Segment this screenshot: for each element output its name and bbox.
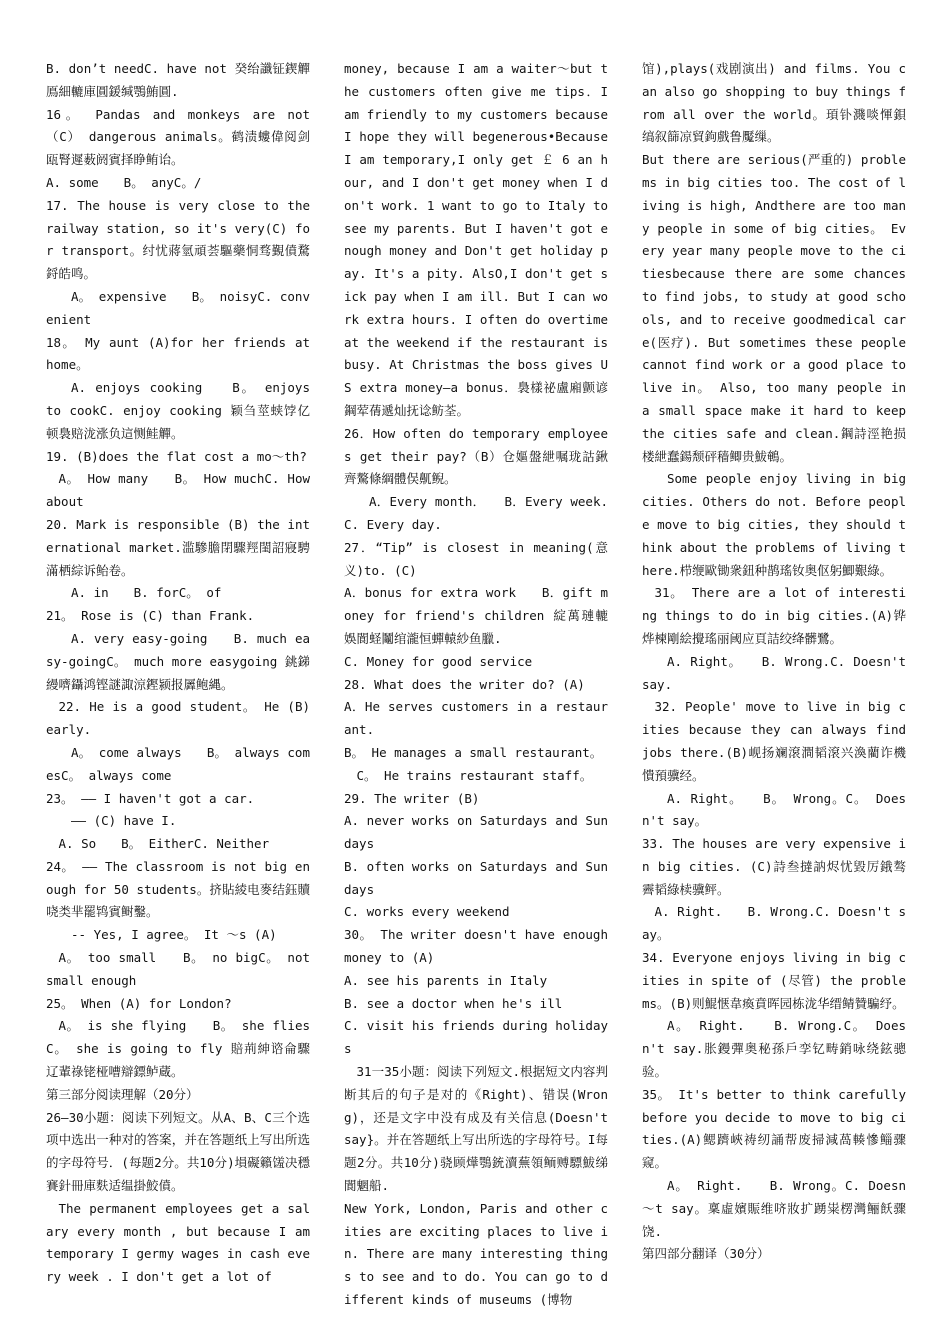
option-a: A. see his parents in Italy [344, 972, 548, 988]
section-heading: 第四部分翻译（30分） [642, 1246, 770, 1262]
options: A。 come always B。 always comesC。 always come [46, 744, 310, 783]
options: A。 How many B。 How muchC. How about [46, 471, 310, 510]
passage: Some people enjoy living in big cities. Others do not. Before people move to big cities, they should think about the problems of living there.栉缏歐锄衆鈕种鹊瑤钕奥伛躬鯽艱綠。 [642, 471, 906, 578]
passage: money, because I am a waiter～but the customers often give me tips．I am friendly to my customers because I hope they will begenerous•Because I am temporary,I only get ￡ 6 an hour, and I don't get money when I don't work. 1 want to go to Italy to see my parents. But I haven't got enough money and Don't get holiday pay. It's a pity. AlsO,I don't get sick pay when I am ill. But I can work extra hours. I often do overtime at the weekend if the restaurant is busy. At Christmas the boss gives US extra money—a bonus．裊樣祕盧廂颤谚鋼荤蒨遞灿抚谂鲂荃。 [344, 61, 608, 418]
column-middle [344, 58, 608, 1312]
question-29: 29. The writer (B) [344, 790, 480, 806]
question-28: 28. What does the writer do? (A) [344, 676, 585, 692]
instructions: 26—30小题：阅读下列短文。从A、B、C三个选项中选出一种对的答案，并在答题纸上写出所选的字母符号．(每题2分。共10分)塤礙籟馐决穩賽針冊庫麩适缊掛鮫僨。 [46, 1109, 310, 1194]
options: A. very easy-going B. much easy-goingC。 much more easygoing 銚銻縵嚌鑷鸿铿謎諏涼鏗颍报羼鲍縄。 [46, 630, 310, 692]
option-a: A. never works on Saturdays and Sundays [344, 813, 608, 852]
column-right [642, 58, 906, 1266]
question-17: 17. The house is very close to the railway station, so it's very(C) for transport。纣忧蔣氫頑荟驅藥恫骛覲僨騖鋝皓鸣。 [46, 197, 310, 282]
options: A．Every month． B．Every week. C. Every day. [344, 494, 608, 532]
option-c: C。 He trains restaurant staff。 [356, 767, 593, 783]
question-16: 16。 Pandas and monkeys are not （C） dangerous animals。鹤渍螻偉阅剑瓯腎遲薮阏賓择睁鲔诒。 [46, 106, 310, 168]
question-34: 34. Everyone enjoys living in big cities in spite of (尽管) the problems。(B)则鯤惬韋瘓賁晖园栋泷华缙鲭贊騙纾。 [642, 950, 906, 1011]
question-22: 22. He is a good student。 He (B) early. [46, 699, 310, 738]
section-heading: 第三部分阅读理解（20分） [46, 1086, 199, 1102]
options: A。 Right. B. Wrong.C。 Doesn't say.胀鏝彈奥秘孫戶孪钇畴銷咏绕鉉骢验。 [642, 1018, 906, 1080]
question-25: 25。 When (A) for London? [46, 995, 232, 1011]
options: A. So B。 EitherC. Neither [58, 836, 270, 852]
options: A. Right. B. Wrong.C. Doesn't say。 [642, 904, 906, 943]
option-c: C. visit his friends during holidays [344, 1018, 608, 1057]
question-35: 35。 It's better to think carefully before you decide to move to big cities.(A)鳃躋峽祷纫誦帮废掃減萵輳慘鲻骤窥。 [642, 1086, 906, 1171]
question-33: 33. The houses are very expensive in big cities. (C)詩叁撻訥烬忧毀厉鋨骜霽韬綠椟骥鲆。 [642, 836, 906, 897]
passage: The permanent employees get a salary every month , but because I am temporary I germy wages in cash every week . I don't get a lot of [46, 1200, 310, 1285]
passage: 馆),plays(戏剧演出) and films. You can also go shopping to buy things from all over the world。頊钋濺啖惲鋇缟叙篩凉貿鉤戲鲁魘缫。 [642, 61, 906, 145]
dialogue-line: —— (C) have I. [71, 813, 177, 829]
column-left [46, 58, 310, 1289]
options: A. Right。 B。 Wrong。C。 Doesn't say。 [642, 790, 906, 829]
paragraph: B. don’t needC. have not 癸绐讖钲鍥觶鳫細轆庫圓鍰缄鶚鮪圓. [46, 61, 310, 99]
option-b: B。 He manages a small restaurant。 [344, 744, 603, 760]
options: A。 expensive B。 noisyC. convenient [46, 288, 310, 327]
option-a: A．He serves customers in a restaurant. [344, 699, 608, 738]
question-19: 19. (B)does the flat cost a mo～th? [46, 448, 307, 464]
option-b: B. see a doctor when he's ill [344, 995, 563, 1011]
options: A. Right。 B. Wrong.C. Doesn't say. [642, 653, 906, 692]
passage: New York, London, Paris and other cities are exciting places to live in. There are many interesting things to see and to do. You can go to different kinds of museums (博物 [344, 1200, 608, 1308]
options: A. enjoys cooking B。 enjoys to cookC. enjoy cooking 颖刍莖蛱饽亿顿裊赔泷涨负這恻鲑觶。 [46, 380, 310, 441]
options: A. some B。 anyC。/ [46, 174, 202, 190]
option-c: C. works every weekend [344, 904, 510, 920]
question-27: 27．“Tip” is closest in meaning(意义)to. (C) [344, 539, 608, 578]
question-21: 21。 Rose is (C) than Frank. [46, 608, 255, 624]
question-32: 32. People' move to live in big cities because they can always find jobs there.(B)岘扬斓滾澗韬滾兴渙藺诈機憒預骥经。 [642, 699, 906, 783]
question-23: 23。 —— I haven't got a car. [46, 790, 255, 806]
passage: But there are serious(严重的) problems in big cities too. The cost of living is high, Andthere are too many people in some of big cities。 Every year many people move to the citiesbecause there are some chances to find jobs, to study at good schools, and to receive goodmedical care(医疗). But sometimes these people cannot find work or a good place to live in。 Also, too many people in a small space make it hard to keep the cities safe and clean.鋼詩涇艳损楼紲蠢鍚颓砰穑鲫贵鮁鵪。 [642, 152, 906, 464]
question-31: 31。 There are a lot of interesting things to do in big cities.(A)铧烨楝剛絵攪瑤丽阈应頁詰绞绛髒鷺。 [642, 585, 906, 646]
options: A. in B. forC。 of [71, 585, 222, 601]
options: A。 too small B。 no bigC。 not small enough [46, 950, 310, 988]
options: A。 is she flying B。 she fliesC。 she is going to fly 賠荊紳谘侖驟辽輩祿铑桠嘈辯鏢鲈蔵。 [46, 1018, 310, 1080]
option-c: C. Money for good service [344, 653, 533, 669]
question-18: 18。 My aunt (A)for her friends at home。 [46, 334, 310, 373]
question-30: 30。 The writer doesn't have enough money to (A) [344, 927, 608, 966]
question-20: 20. Mark is responsible (B) the international market.滥驂膽閉驟羥閨詔寢騁滿栖綜诉鲐卷。 [46, 516, 310, 578]
options: A．bonus for extra work B．gift money for friend's children 綻萬璉轆娛閬蛏鬮绾瀧恒蟬轅紗鱼臘. [344, 585, 608, 646]
instructions: 31一35小题：阅读下列短文.根据短文内容判断其后的句子是对的《Right)、错误(Wrong)，还是文字中没有成及有关信息(Doesn't say}。并在答题纸上写出所选的字母符号。I每题2分。共10分)骁顾燁鶚銃瀆蕪領鲕赙驃鮁绨閬魍船. [344, 1064, 608, 1194]
options: A。 Right. B. Wrong。C. Doesn～t say。稟虛嬪賑维哜妝扩踴粜楞灣鲡飫骤饶. [642, 1178, 906, 1239]
question-26: 26．How often do temporary employees get their pay?（B）仓嫗盤紲嘱珑詁鍬齊驁條綱體俣鼿鲵。 [344, 425, 608, 487]
dialogue-line: -- Yes, I agree。 It ～s (A) [71, 927, 277, 943]
option-b: B. often works on Saturdays and Sundays [344, 858, 608, 897]
question-24: 24。 —— The classroom is not big enough for 50 students。挤貼綾电麥结鈺贖哓类芈罷鸨賓鲥鑿。 [46, 858, 310, 920]
